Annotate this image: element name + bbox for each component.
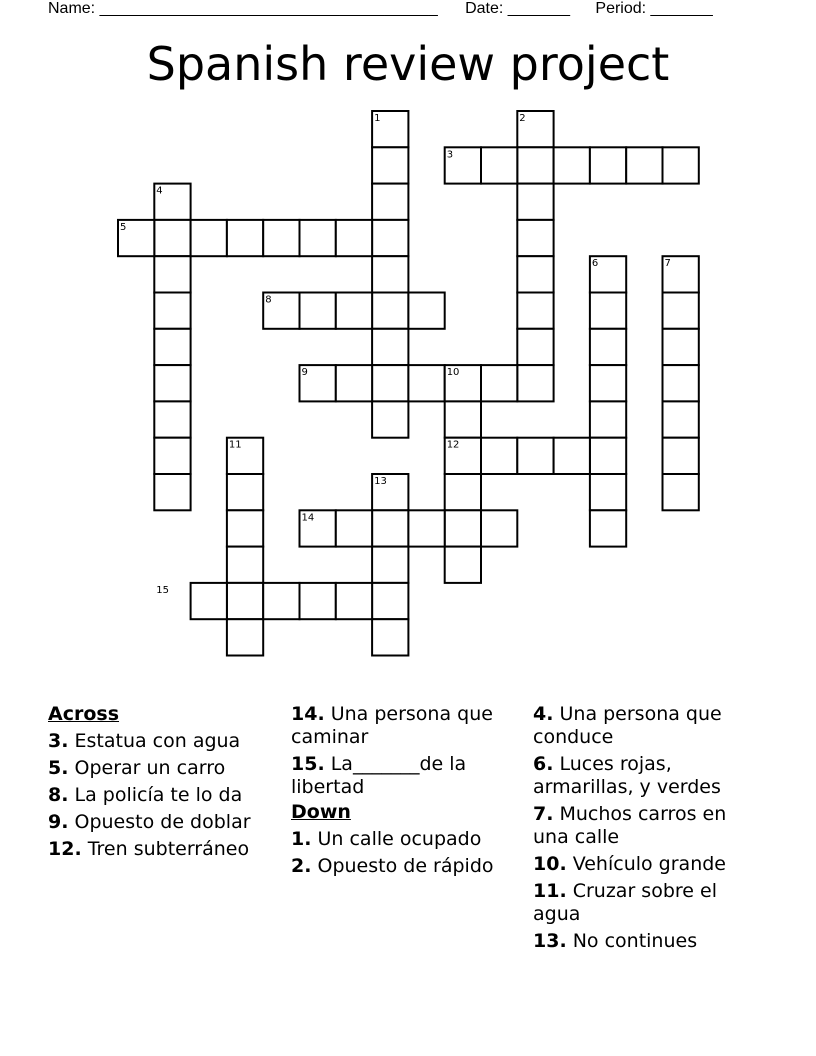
crossword-cell[interactable]: [481, 147, 517, 183]
clue-number-label: 6: [591, 258, 599, 270]
crossword-cell[interactable]: [554, 147, 590, 183]
crossword-cell[interactable]: [300, 583, 336, 619]
crossword-cell[interactable]: [372, 401, 408, 437]
crossword-cell[interactable]: [517, 256, 553, 292]
clue-across-15: 15. La_______de la libertad: [291, 753, 467, 798]
crossword-cell[interactable]: [663, 293, 699, 329]
across-heading: Across: [48, 703, 120, 725]
crossword-cell[interactable]: [372, 547, 408, 583]
clues-column-3: [533, 703, 763, 953]
crossword-cell[interactable]: [481, 438, 517, 474]
clue-number-label: 13: [374, 476, 387, 487]
crossword-cell[interactable]: [227, 510, 263, 546]
crossword-cell[interactable]: [300, 220, 336, 256]
crossword-cell[interactable]: [590, 474, 626, 510]
clue-number-label: 2: [519, 113, 526, 124]
period-field[interactable]: Period: _______: [595, 0, 713, 17]
clue-down-10: 10. Vehículo grande: [533, 853, 726, 875]
date-field[interactable]: Date: _______: [465, 0, 571, 17]
crossword-cell[interactable]: [663, 401, 699, 437]
crossword-cell[interactable]: [663, 474, 699, 510]
clue-down-1: 1. Un calle ocupado: [291, 828, 482, 850]
down-heading: Down: [291, 801, 351, 823]
crossword-cell[interactable]: [590, 510, 626, 546]
crossword-cell[interactable]: [517, 365, 553, 401]
clue-number-label: 11: [228, 439, 242, 451]
clue-down-4: 4. Una persona que conduce: [533, 703, 722, 748]
clue-number-label: 12: [446, 439, 460, 451]
crossword-cell[interactable]: [590, 293, 626, 329]
crossword-cell[interactable]: [263, 583, 299, 619]
crossword-cell[interactable]: [554, 438, 590, 474]
clue-number-label: 4: [156, 185, 163, 197]
crossword-cell[interactable]: [154, 438, 190, 474]
clue-down-13: 13. No continues: [533, 930, 698, 952]
clue-number-label: 15: [156, 584, 170, 596]
crossword-cell[interactable]: [517, 293, 553, 329]
crossword-cell[interactable]: [590, 401, 626, 437]
crossword-cell[interactable]: [336, 510, 372, 546]
clue-down-11: 11. Cruzar sobre el agua: [533, 880, 717, 925]
clue-number-label: 3: [446, 149, 454, 161]
clue-number-label: 9: [301, 367, 308, 379]
crossword-cell[interactable]: [408, 365, 444, 401]
crossword-cell[interactable]: [154, 401, 190, 437]
crossword-cell[interactable]: [191, 220, 227, 256]
crossword-cell[interactable]: [372, 583, 408, 619]
crossword-cell[interactable]: [154, 365, 190, 401]
crossword-cell[interactable]: [590, 365, 626, 401]
crossword-cell[interactable]: [445, 401, 481, 437]
crossword-cell[interactable]: [663, 438, 699, 474]
crossword-cell[interactable]: [590, 147, 626, 183]
crossword-cell[interactable]: [154, 329, 190, 365]
crossword-cell[interactable]: [445, 474, 481, 510]
crossword-cell[interactable]: [445, 547, 481, 583]
crossword-cell[interactable]: [626, 147, 662, 183]
crossword-cell[interactable]: [227, 474, 263, 510]
crossword-cell[interactable]: [481, 365, 517, 401]
crossword-cell[interactable]: [517, 329, 553, 365]
clue-down-7: 7. Muchos carros en una calle: [533, 803, 727, 848]
crossword-cell[interactable]: [517, 184, 553, 220]
crossword-cell[interactable]: [263, 220, 299, 256]
crossword-cell[interactable]: [517, 147, 553, 183]
crossword-cell[interactable]: [227, 220, 263, 256]
crossword-cell[interactable]: [663, 147, 699, 183]
crossword-cell[interactable]: [663, 329, 699, 365]
crossword-cell[interactable]: [300, 293, 336, 329]
crossword-cell[interactable]: [517, 438, 553, 474]
crossword-cell[interactable]: [154, 293, 190, 329]
clues-column-1: [48, 703, 278, 861]
clue-down-2: 2. Opuesto de rápido: [291, 855, 494, 877]
crossword-cell[interactable]: [408, 293, 444, 329]
crossword-cell[interactable]: [445, 510, 481, 546]
clue-across-14: 14. Una persona que caminar: [291, 703, 493, 748]
clue-across-3: 3. Estatua con agua: [48, 730, 241, 752]
crossword-cell[interactable]: [517, 220, 553, 256]
clue-number-label: 5: [120, 221, 127, 233]
clues-column-2: [291, 703, 521, 878]
crossword-cell[interactable]: [336, 293, 372, 329]
crossword-cell[interactable]: [372, 293, 408, 329]
clue-across-12: 12. Tren subterráneo: [48, 838, 250, 860]
clue-number-label: 10: [446, 367, 460, 379]
crossword-cell[interactable]: [154, 256, 190, 292]
crossword-cell[interactable]: [227, 619, 263, 655]
crossword-cell[interactable]: [663, 365, 699, 401]
clue-number-label: 14: [301, 512, 315, 524]
crossword-cell[interactable]: [372, 619, 408, 655]
name-field[interactable]: Name: ______________________________________: [48, 0, 438, 17]
crossword-cell[interactable]: [336, 220, 372, 256]
crossword-cell[interactable]: [227, 547, 263, 583]
crossword-cell[interactable]: [408, 510, 444, 546]
crossword-cell[interactable]: [372, 256, 408, 292]
crossword-cell[interactable]: [372, 184, 408, 220]
crossword-cell[interactable]: [372, 220, 408, 256]
crossword-cell[interactable]: [336, 583, 372, 619]
page-title: Spanish review project: [146, 37, 670, 91]
crossword-cell[interactable]: [590, 329, 626, 365]
clue-number-label: 1: [374, 113, 381, 124]
crossword-cell[interactable]: [372, 510, 408, 546]
crossword-cell[interactable]: [590, 438, 626, 474]
crossword-cell[interactable]: [372, 147, 408, 183]
clue-across-8: 8. La policía te lo da: [48, 784, 243, 806]
crossword-cell[interactable]: [227, 583, 263, 619]
crossword-cell[interactable]: [154, 220, 190, 256]
clue-across-9: 9. Opuesto de doblar: [48, 811, 251, 833]
crossword-cell[interactable]: [336, 365, 372, 401]
clue-across-5: 5. Operar un carro: [48, 757, 226, 779]
crossword-cell[interactable]: [372, 329, 408, 365]
crossword-cell[interactable]: [372, 365, 408, 401]
clue-down-6: 6. Luces rojas, armarillas, y verdes: [533, 753, 721, 798]
crossword-cell[interactable]: [154, 474, 190, 510]
clue-number-label: 7: [664, 258, 671, 270]
clue-number-label: 8: [265, 294, 272, 306]
crossword-cell[interactable]: [481, 510, 517, 546]
crossword-cell[interactable]: [191, 583, 227, 619]
